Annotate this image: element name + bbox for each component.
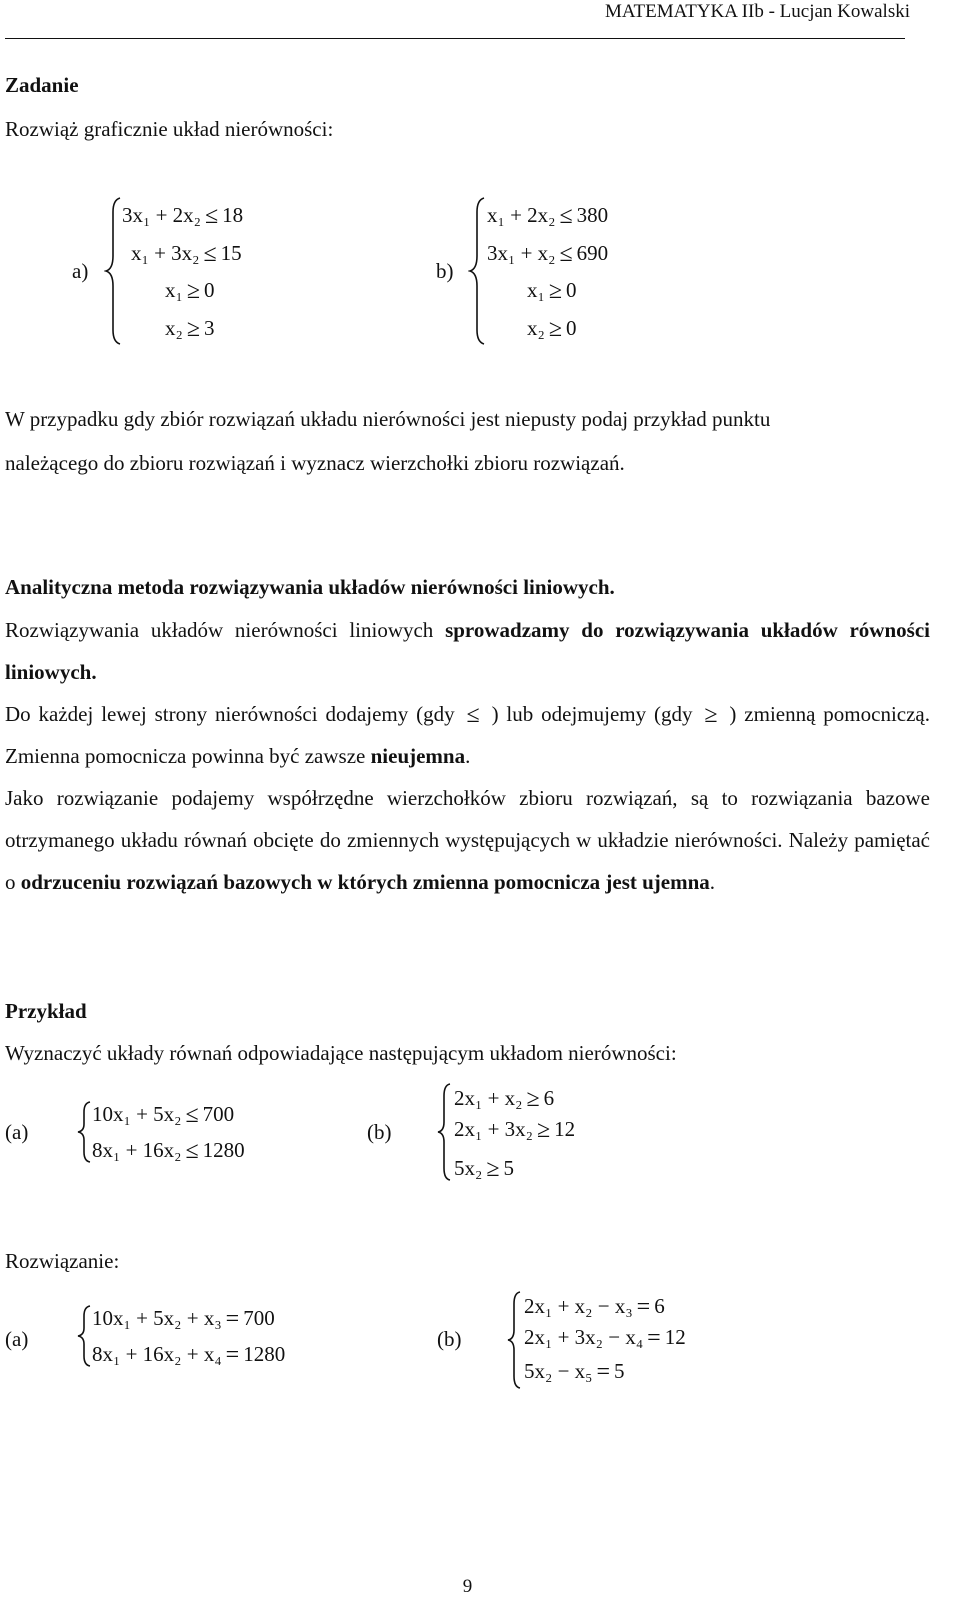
system-label: a) [72, 259, 89, 283]
system-label: (a) [5, 1327, 29, 1351]
system-label: (a) [5, 1120, 29, 1144]
equation-row: 2x₁ + x₂ − x₃ = 6 [524, 1294, 665, 1320]
page-number: 9 [462, 1576, 473, 1597]
header-rule [5, 38, 905, 39]
inequality-row: 5x₂ ≥ 5 [454, 1156, 514, 1182]
system-label: b) [436, 259, 454, 283]
system-label: (b) [367, 1120, 392, 1144]
left-brace-icon [506, 1290, 524, 1390]
system-label: (b) [437, 1327, 462, 1351]
equation-row: 5x₂ − x₅ = 5 [524, 1359, 625, 1385]
inequality-row: x₂ ≥ 3 [165, 316, 215, 342]
inequality-row: x₁ ≥ 0 [165, 278, 215, 304]
method-heading: Analityczna metoda rozwiązywania układów nierówności liniowych. [5, 575, 615, 599]
inequality-row: x₁ + 2x₂ ≤ 380 [487, 203, 609, 229]
task-note-line1: W przypadku gdy zbiór rozwiązań układu nierówności jest niepusty podaj przykład punktu [5, 407, 771, 431]
example-instruction: Wyznaczyć układy równań odpowiadające następującym układom nierówności: [5, 1041, 677, 1065]
inequality-row: 2x₁ + x₂ ≥ 6 [454, 1086, 555, 1112]
method-paragraph-1: Rozwiązywania układów nierówności liniowych sprowadzamy do rozwiązywania układów równości liniowych. [5, 618, 930, 684]
method-paragraph-2: Do każdej lewej strony nierówności dodajemy (gdy ≤ ) lub odejmujemy (gdy ≥ ) zmienną pomocniczą. Zmienna pomocnicza powinna być zawsze nieujemna. [5, 702, 930, 768]
task-heading: Zadanie [5, 73, 79, 97]
task-instruction: Rozwiąż graficznie układ nierówności: [5, 117, 334, 141]
inequality-row: 8x₁ + 16x₂ ≤ 1280 [92, 1138, 245, 1164]
task-note-line2: należącego do zbioru rozwiązań i wyznacz wierzchołki zbioru rozwiązań. [5, 451, 625, 475]
solution-heading: Rozwiązanie: [5, 1249, 120, 1273]
inequality-row: 3x₁ + x₂ ≤ 690 [487, 241, 609, 267]
left-brace-icon [436, 1082, 454, 1182]
inequality-row: 10x₁ + 5x₂ ≤ 700 [92, 1102, 235, 1128]
equation-row: 2x₁ + 3x₂ − x₄ = 12 [524, 1325, 686, 1351]
example-heading: Przykład [5, 999, 87, 1023]
inequality-row: x₁ ≥ 0 [527, 278, 577, 304]
inequality-row: x₂ ≥ 0 [527, 316, 577, 342]
inequality-row: 2x₁ + 3x₂ ≥ 12 [454, 1117, 576, 1143]
method-paragraph-3: Jako rozwiązanie podajemy współrzędne wierzchołków zbioru rozwiązań, są to rozwiązania bazowe otrzymanego układu równań obcięte do zmiennych występujących w układzie nierówności. Należy pamiętać o odrzuceniu rozwiązań bazowych w których zmienna pomocnicza jest ujemna. [5, 786, 930, 894]
equation-row: 8x₁ + 16x₂ + x₄ = 1280 [92, 1342, 286, 1368]
inequality-row: x₁ + 3x₂ ≤ 15 [131, 241, 242, 267]
document-header: MATEMATYKA IIb - Lucjan Kowalski [604, 1, 910, 22]
left-brace-icon [104, 196, 124, 346]
left-brace-icon [468, 196, 488, 346]
inequality-row: 3x₁ + 2x₂ ≤ 18 [122, 203, 244, 229]
equation-row: 10x₁ + 5x₂ + x₃ = 700 [92, 1306, 275, 1332]
